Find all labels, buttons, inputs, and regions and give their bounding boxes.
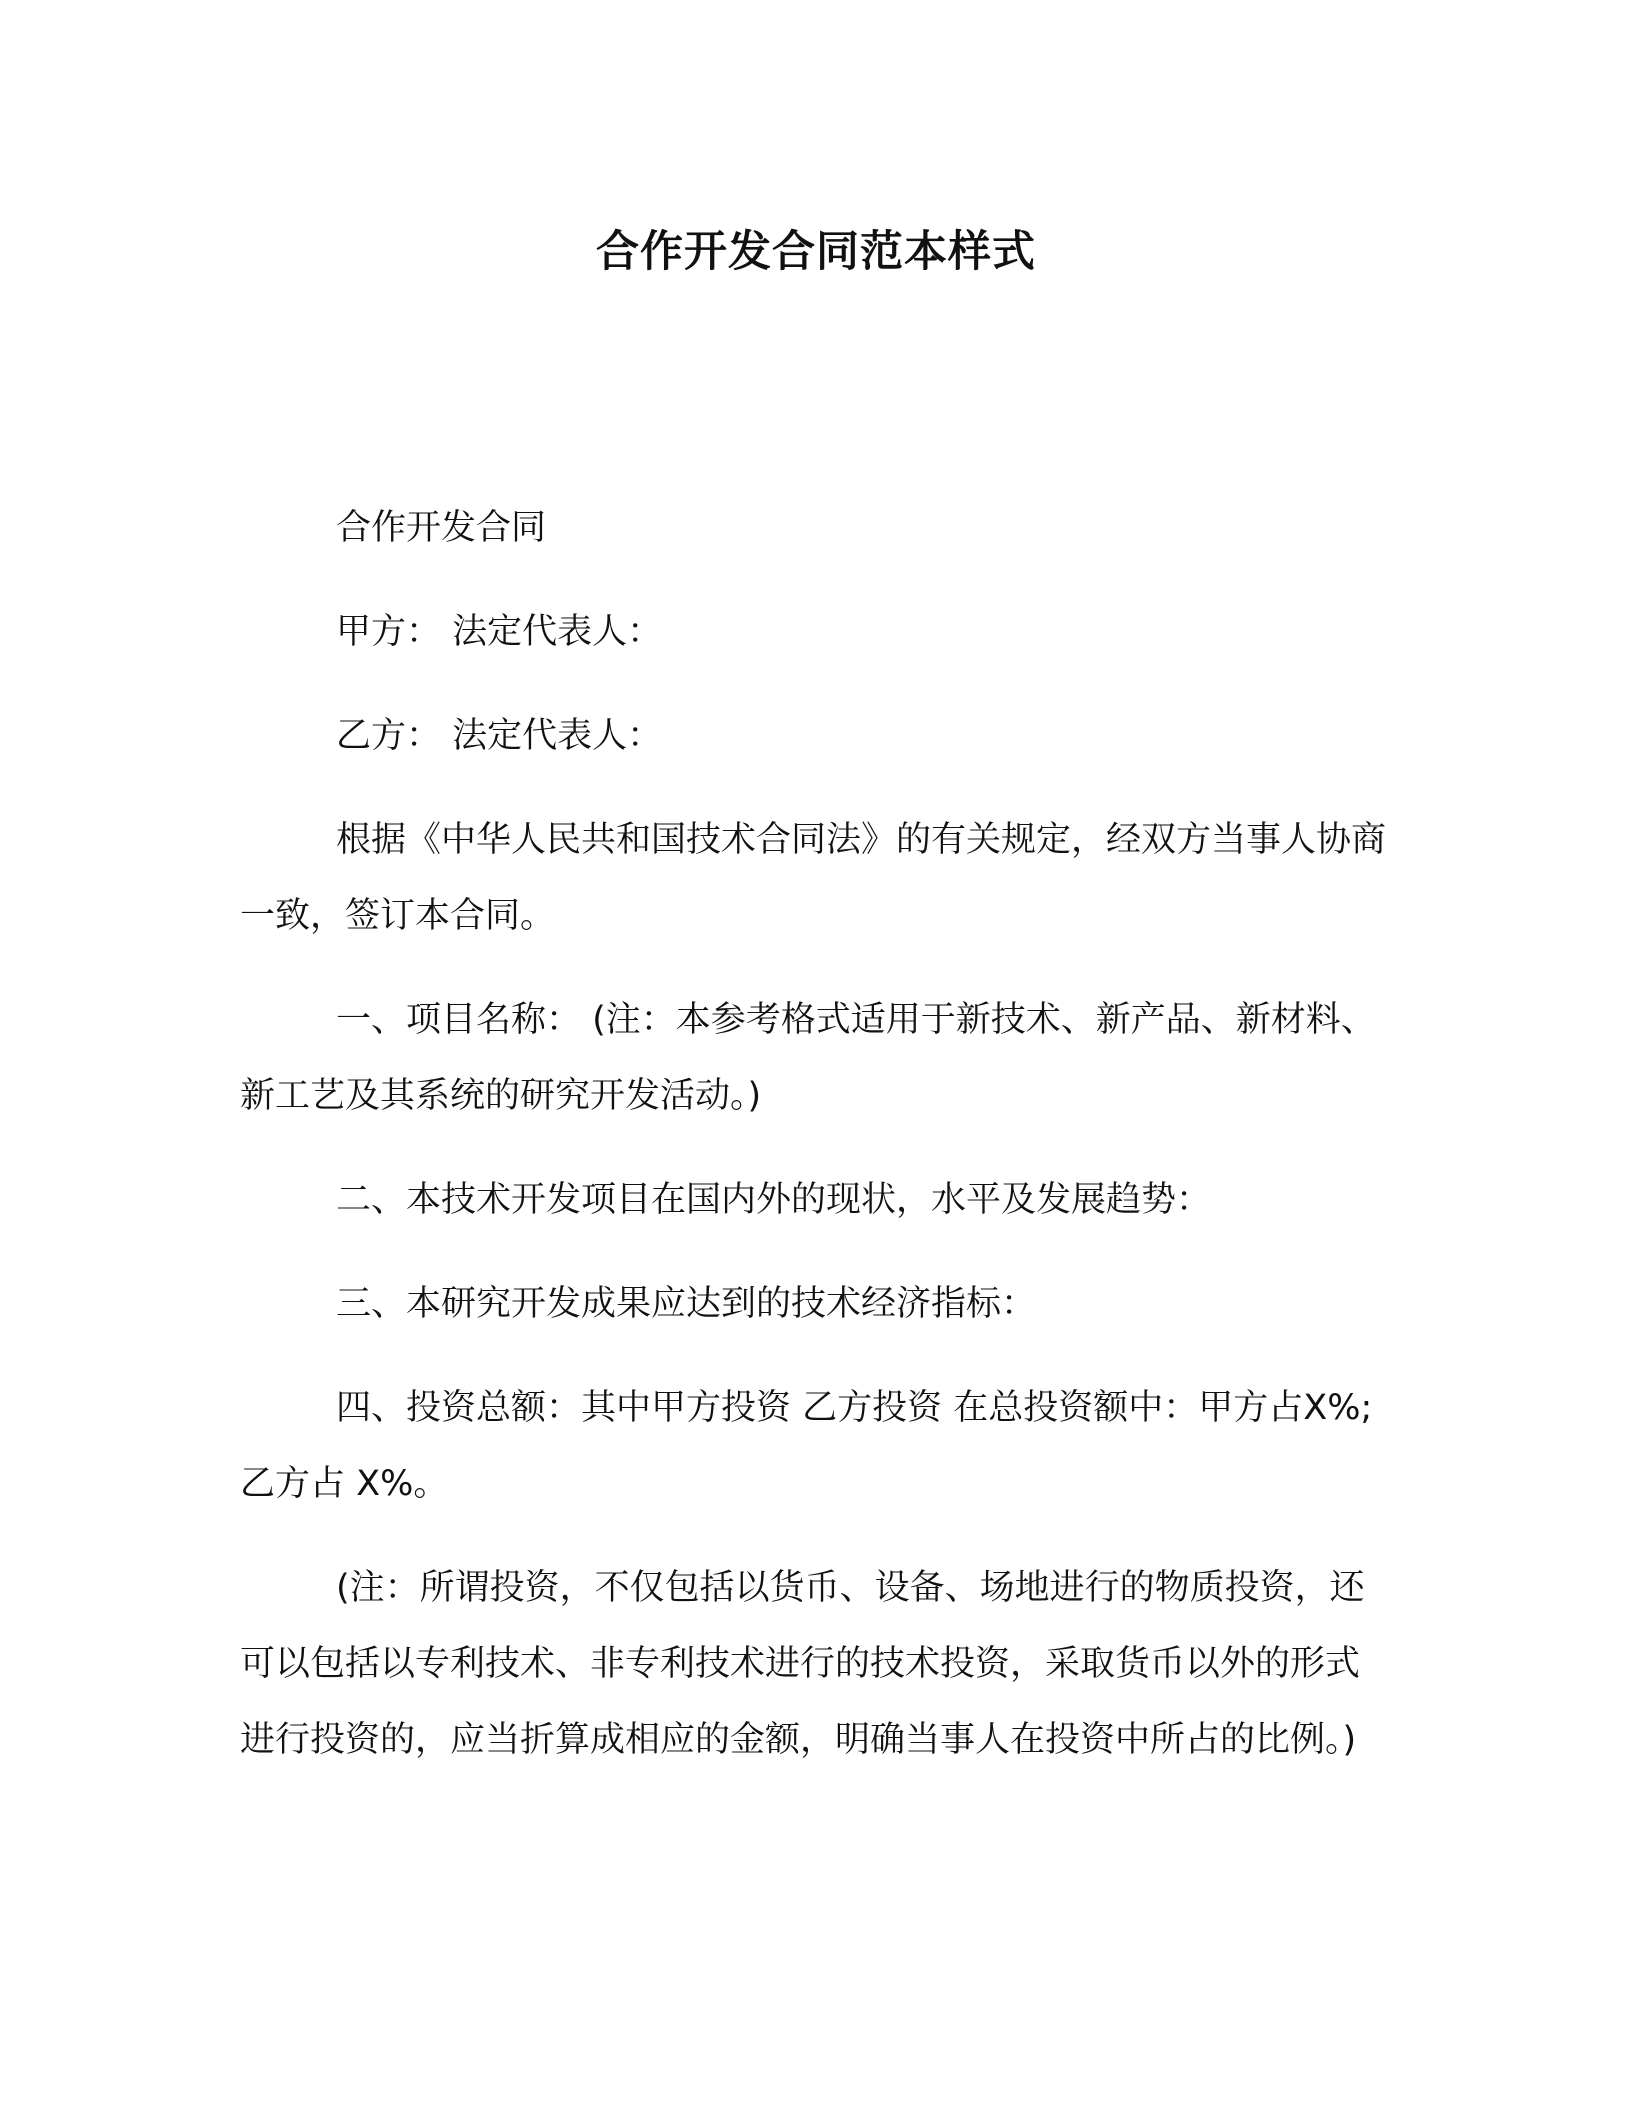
investment-note: (注：所谓投资，不仅包括以货币、设备、场地进行的物质投资，还可以包括以专利技术、非专利技术进行的技术投资，采取货币以外的形式进行投资的，应当折算成相应的金额，明确当事人在投资中所占的比例。) xyxy=(240,1568,1365,1760)
clause-1-project-name: 一、项目名称： (注：本参考格式适用于新技术、新产品、新材料、新工艺及其系统的研究开发活动。) xyxy=(240,1000,1376,1116)
clause-4-investment: 四、投资总额：其中甲方投资 乙方投资 在总投资额中：甲方占X%;乙方占 X%。 xyxy=(240,1388,1373,1504)
document-title: 合作开发合同范本样式 xyxy=(596,227,1036,277)
contract-heading: 合作开发合同 xyxy=(336,508,547,548)
party-a-line: 甲方： 法定代表人： xyxy=(336,612,663,652)
clause-2-status: 二、本技术开发项目在国内外的现状，水平及发展趋势： xyxy=(336,1180,1212,1220)
document-body xyxy=(240,490,1392,1806)
preamble-paragraph: 根据《中华人民共和国技术合同法》的有关规定，经双方当事人协商一致，签订本合同。 xyxy=(240,820,1387,936)
clause-3-indicators: 三、本研究开发成果应达到的技术经济指标： xyxy=(336,1284,1037,1324)
party-b-line: 乙方： 法定代表人： xyxy=(336,716,663,756)
